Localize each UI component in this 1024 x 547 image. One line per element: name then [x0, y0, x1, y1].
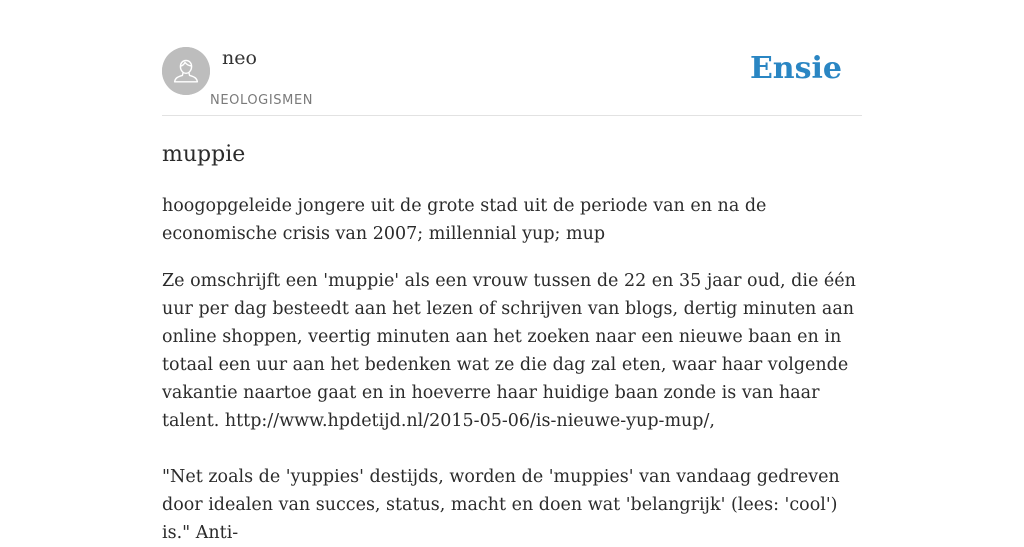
author-name-link[interactable]: neo	[222, 47, 257, 69]
user-icon	[162, 47, 210, 95]
entry-example	[162, 267, 862, 435]
entry-quote: "Net zoals de 'yuppies' destijds, worden de 'muppies' van vandaag gedreven door idealen van succes, status, macht en doen wat 'belangrijk' (lees: 'cool') is." Anti-	[162, 467, 840, 543]
example-text: Ze omschrijft een 'muppie' als een vrouw tussen de 22 en 35 jaar oud, die één uur per dag besteedt aan het lezen of schrijven van blogs, dertig minuten aan online shoppen, veertig minuten aan het zoeken naar een nieuwe baan en in totaal een uur aan het bedenken wat ze die dag zal eten, waar haar volgende vakantie naartoe gaat en in hoeverre haar huidige baan zonde is van haar talent.	[162, 271, 856, 431]
author-avatar[interactable]	[162, 47, 210, 95]
example-source-link[interactable]: http://www.hpdetijd.nl/2015-05-06/is-nieuwe-yup-mup/	[224, 411, 710, 431]
entry-definition: hoogopgeleide jongere uit de grote stad uit de periode van en na de economische crisis van 2007; millennial yup; mup	[162, 196, 767, 244]
example-suffix: ,	[709, 411, 715, 431]
entry-page	[162, 0, 862, 543]
entry-title: muppie	[162, 142, 246, 167]
page-header	[162, 0, 862, 116]
publication-link[interactable]: NEOLOGISMEN	[210, 93, 314, 108]
ensie-logo[interactable]: Ensie	[749, 51, 842, 86]
